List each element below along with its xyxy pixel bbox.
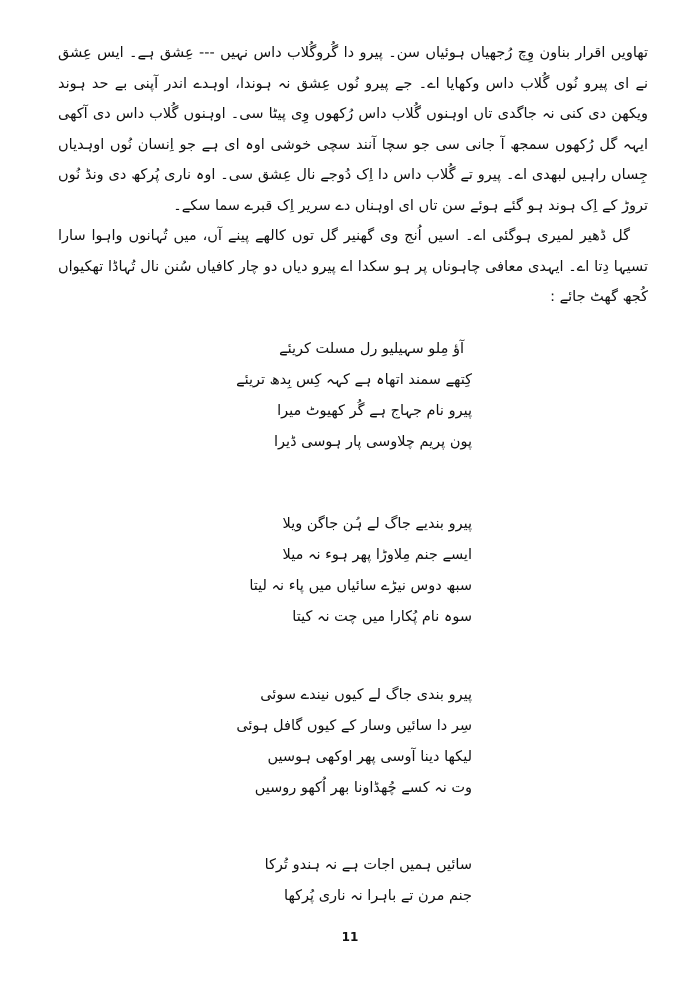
poem-line: پون پریم چلاوسی پار ہوسی ڈیرا — [274, 434, 472, 450]
paragraph: گل ڈھیر لمیری ہوگئی اے۔ اسیں اُنج وی گھنیر گل توں کالھے پینے آں، میں تُہانوں واہوا سارا تسیہا دِتا اے۔ ایہدی معافی چاہوناں پر ہو سکدا اے پیرو دیاں دو چار کافیاں سُنن نال تُہاڈا تھکیواں کُجھ گھٹ جائے : — [58, 228, 648, 305]
prose-block — [58, 38, 648, 313]
poem-line: پیرو نام جہاج ہے گُر کھیوٹ میرا — [277, 403, 472, 419]
poem-line: پیرو بندی جاگ لے کیوں نیندے سوئی — [260, 687, 472, 703]
poem-stanza-2 — [249, 509, 472, 633]
poem-line: سِر دا سائیں وسار کے کیوں گافل ہوئی — [236, 718, 472, 734]
poem-line: کِتھے سمند اتھاہ ہے کہہ کِس بِدھ تریئے — [236, 372, 472, 388]
poem-line: لیکھا دینا آوسی پھر اوکھی ہوسیں — [267, 749, 472, 765]
poem-line: جنم مرن تے باہرا نہ ناری پُرکھا — [284, 888, 472, 904]
poem-stanza-4 — [265, 850, 472, 912]
paragraph: تھاویں اقرار بناون وِچ رُجھیاں ہوئیاں سن۔ پیرو دا گُروگُلاب داس نہیں --- عِشق ہے۔ ایس عِشق نے ای پیرو نُوں گُلاب داس وکھایا اے۔ جے پیرو نُوں عِشق نہ ہوندا، اوہدے اندر آپنی بے حد ہوند ویکھن دی کنی نہ جاگدی تاں اوہنوں گُلاب داس رُکھوں وِی پیٹا سی۔ اوہنوں گُلاب داس دی آکھی ایہہ گل رُکھوں سمجھ آ جانی سی جو سچا آنند سچی خوشی اوہ ای ہے جو اِنسان نُوں اوہدیاں جِساں راہیں لبھدی اے۔ پیرو تے گُلاب داس دا اِک دُوجے نال عِشق سی۔ اوہ ناری پُرکھ دی ونڈ نُوں تروڑ کے اِک ہوند ہو گئے ہوئے سن تاں ای اوہناں دے سریر اِک قبرے سما سکے۔ — [58, 45, 648, 214]
poem-line: ایسے جنم مِلاوڑا پھر ہوء نہ میلا — [282, 547, 472, 563]
poem-line: سائیں ہمیں اجات ہے نہ ہندو تُرکا — [264, 857, 472, 873]
poem-line: سبھ دوس نیڑے سائیاں میں پاء نہ لیتا — [249, 578, 472, 594]
poem-stanza-1 — [236, 334, 472, 458]
poem-line: سوہ نام پُکارا میں چت نہ کیتا — [292, 609, 472, 625]
poem-stanza-3 — [236, 680, 472, 804]
page-number: 11 — [341, 930, 359, 944]
poem-line: آؤ مِلو سہیلیو رل مسلت کریئے — [279, 341, 464, 357]
poem-line: پیرو بندیے جاگ لے ہُن جاگن ویلا — [282, 516, 472, 532]
poem-line: وت نہ کسے چُھڈاونا بھر اُکھو روسیں — [254, 780, 472, 796]
